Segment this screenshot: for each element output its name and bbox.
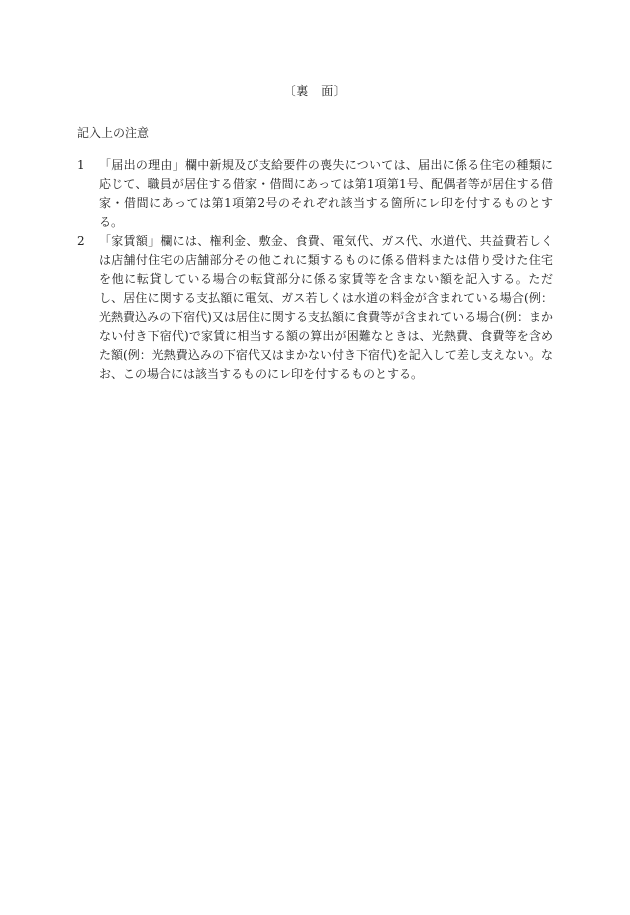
notes-list [77, 156, 553, 384]
note-text: 「届出の理由」欄中新規及び支給要件の喪失については、届出に係る住宅の種類に応じて、職員が居住する借家・借間にあっては第1項第1号、配偶者等が居住する借家・借間にあっては第1項第2号のそれぞれ該当する箇所にレ印を付するものとする。 [99, 158, 553, 229]
note-item [77, 156, 553, 232]
note-number: 1 [77, 158, 85, 172]
page-heading: 〔裏 面〕 [283, 84, 347, 98]
section-title: 記入上の注意 [77, 126, 150, 140]
note-text: 「家賃額」欄には、権利金、敷金、食費、電気代、ガス代、水道代、共益費若しくは店舗付住宅の店舗部分その他これに類するものに係る借料または借り受けた住宅を他に転貸している場合の転貸部分に係る家賃等を含まない額を記入する。ただし、居住に関する支払額に電気、ガス若しくは水道の料金が含まれている場合(例：光熱費込みの下宿代)又は居住に関する支払額に食費等が含まれている場合(例：まかない付き下宿代)で家賃に相当する額の算出が困難なときは、光熱費、食費等を含めた額(例：光熱費込みの下宿代又はまかない付き下宿代)を記入して差し支えない。なお、この場合には該当するものにレ印を付するものとする。 [99, 234, 553, 381]
note-number: 2 [77, 234, 85, 248]
note-item [77, 232, 553, 384]
